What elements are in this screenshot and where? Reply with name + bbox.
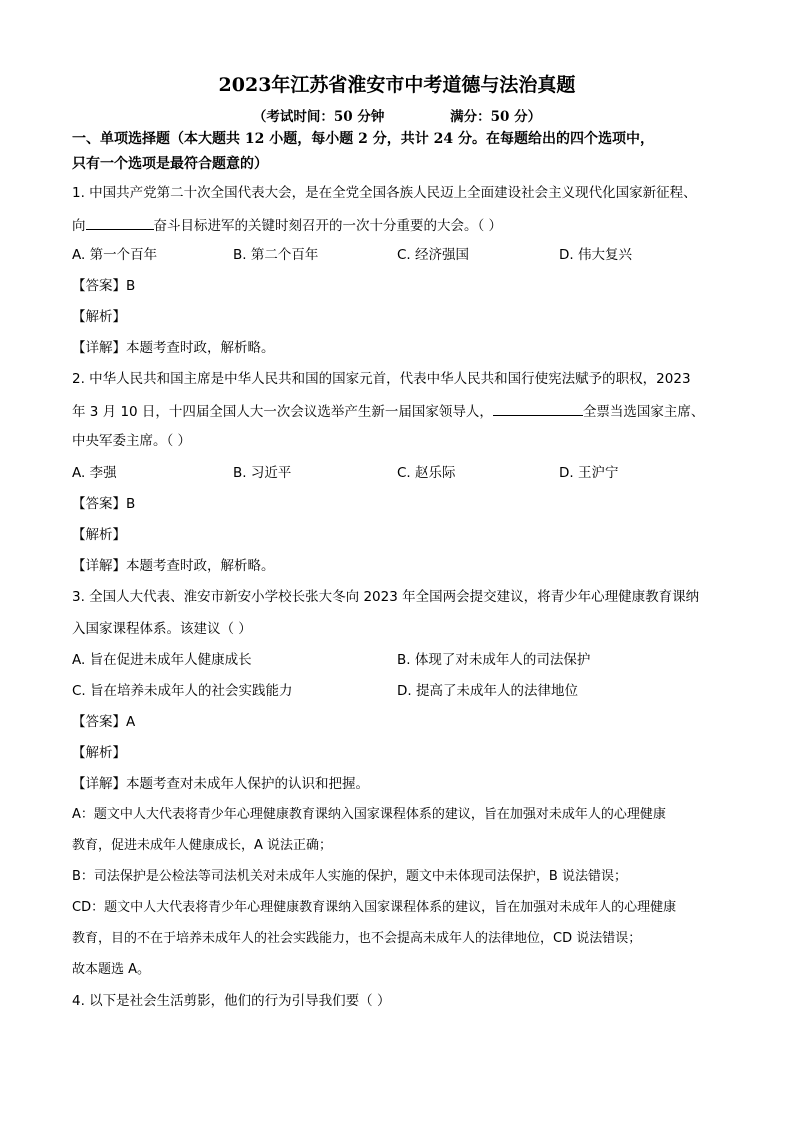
q3-answer: 【答案】A: [72, 714, 136, 730]
q1-option-a: A. 第一个百年: [72, 247, 158, 263]
q1-stem-line2: [72, 215, 502, 235]
q2-stem-suffix: 全票当选国家主席、: [582, 404, 705, 420]
q1-analysis-label: 【解析】: [72, 309, 126, 325]
q2-option-b: B. 习近平: [233, 465, 292, 481]
q1-answer: 【答案】B: [72, 278, 136, 294]
q3-option-c: C. 旨在培养未成年人的社会实践能力: [72, 683, 293, 699]
exam-info: （考试时间：50 分钟 满分：50 分）: [252, 109, 542, 125]
q1-option-c: C. 经济强国: [397, 247, 470, 263]
q3-explain-cd-line2: 教育，目的不在于培养未成年人的社会实践能力，也不会提高未成年人的法律地位，CD 说法错误；: [72, 931, 642, 946]
q3-analysis-label: 【解析】: [72, 745, 126, 761]
q2-option-c: C. 赵乐际: [397, 465, 456, 481]
q3-stem-line1: 3. 全国人大代表、淮安市新安小学校长张大冬向 2023 年全国两会提交建议，将青少年心理健康教育课纳: [72, 589, 700, 605]
q2-stem-line2: [72, 401, 704, 421]
q3-option-b: B. 体现了对未成年人的司法保护: [397, 652, 591, 668]
q3-option-d: D. 提高了未成年人的法律地位: [397, 683, 578, 699]
q2-stem-line3: 中央军委主席。（ ）: [72, 433, 192, 449]
section-heading-line1: 一、单项选择题（本大题共 12 小题，每小题 2 分，共计 24 分。在每题给出的四个选项中，: [72, 131, 654, 147]
q1-option-d: D. 伟大复兴: [559, 247, 632, 263]
q3-stem-line2: 入国家课程体系。该建议（ ）: [72, 621, 252, 637]
q1-stem-suffix: 奋斗目标进军的关键时刻召开的一次十分重要的大会。（ ）: [153, 218, 503, 234]
q3-explain-a-line1: A：题文中人大代表将青少年心理健康教育课纳入国家课程体系的建议，旨在加强对未成年人的心理健康: [72, 807, 666, 822]
q3-explain-a-line2: 教育，促进未成年人健康成长，A 说法正确；: [72, 838, 333, 853]
q3-conclusion: 故本题选 A。: [72, 962, 151, 977]
q1-stem-line1: 1. 中国共产党第二十次全国代表大会，是在全党全国各族人民迈上全面建设社会主义现代化国家新征程、: [72, 185, 697, 201]
q1-stem-prefix: 向: [72, 218, 86, 234]
q1-option-b: B. 第二个百年: [233, 247, 319, 263]
q2-analysis-label: 【解析】: [72, 527, 126, 543]
q2-option-a: A. 李强: [72, 465, 117, 481]
q3-option-a: A. 旨在促进未成年人健康成长: [72, 652, 252, 668]
q3-explain-cd-line1: CD：题文中人大代表将青少年心理健康教育课纳入国家课程体系的建议，旨在加强对未成年人的心理健康: [72, 900, 677, 915]
q3-detail: 【详解】本题考查对未成年人保护的认识和把握。: [72, 776, 369, 792]
q2-answer: 【答案】B: [72, 496, 136, 512]
q2-stem-prefix: 年 3 月 10 日，十四届全国人大一次会议选举产生新一届国家领导人，: [72, 404, 493, 420]
q2-answer-blank: [493, 401, 583, 416]
q1-answer-blank: [86, 215, 154, 230]
q3-explain-b: B：司法保护是公检法等司法机关对未成年人实施的保护，题文中未体现司法保护，B 说法错误；: [72, 869, 627, 884]
q2-detail: 【详解】本题考查时政，解析略。: [72, 558, 275, 574]
q4-stem-line1: 4. 以下是社会生活剪影，他们的行为引导我们要（ ）: [72, 993, 391, 1009]
q1-detail: 【详解】本题考查时政，解析略。: [72, 340, 275, 356]
q2-option-d: D. 王沪宁: [559, 465, 619, 481]
q2-stem-line1: 2. 中华人民共和国主席是中华人民共和国的国家元首，代表中华人民共和国行使宪法赋予的职权，2023: [72, 371, 691, 387]
page-title: 2023年江苏省淮安市中考道德与法治真题: [218, 74, 576, 96]
section-heading-line2: 只有一个选项是最符合题意的）: [72, 156, 268, 172]
